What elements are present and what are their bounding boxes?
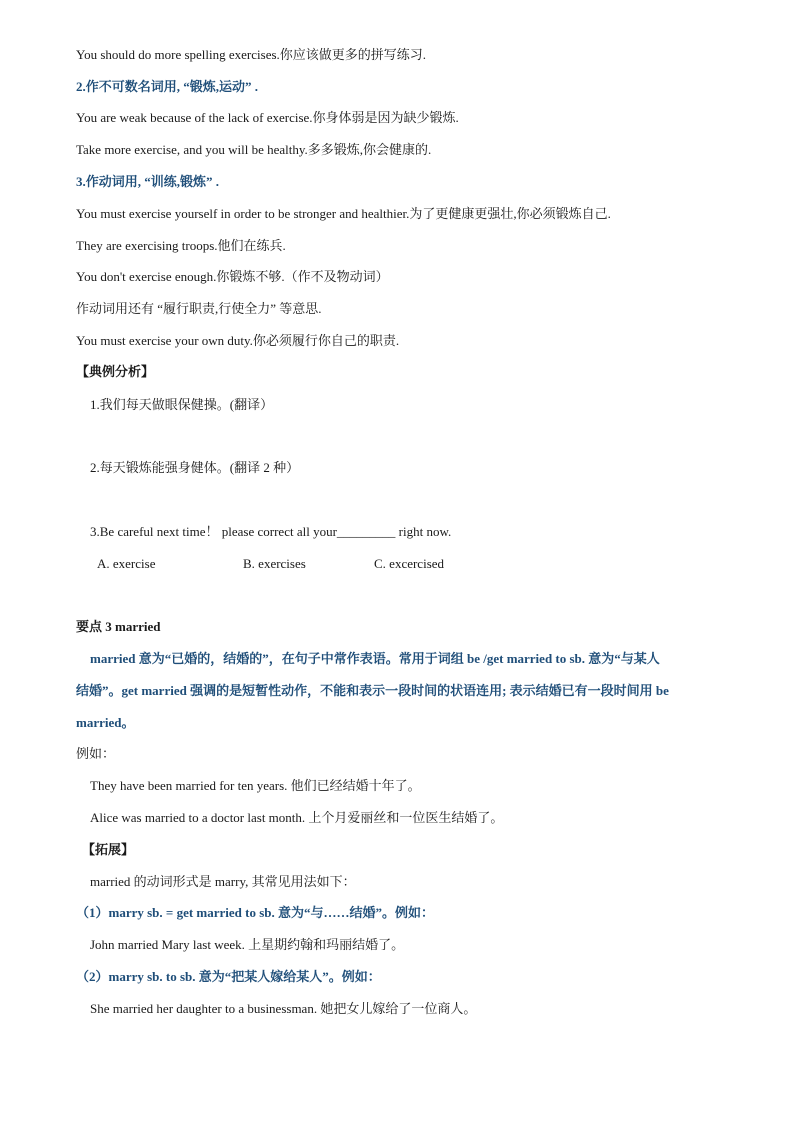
married-explanation-line-1: married 意为“已婚的，结婚的”，在句子中常作表语。常用于词组 be /get married to sb. 意为“与某人 — [90, 651, 660, 666]
option-b: B. exercises — [243, 556, 306, 571]
text-line: You must exercise yourself in order to be stronger and healthier.为了更健康更强壮,你必须锻炼自己. — [76, 206, 611, 221]
text-line: You should do more spelling exercises.你应该做更多的拼写练习. — [76, 47, 427, 62]
text-line: You must exercise your own duty.你必须履行你自己的职责. — [76, 333, 400, 348]
question-2: 2.每天锻炼能强身健体。(翻译 2 种） — [90, 460, 300, 475]
question-3: 3.Be careful next time！ please correct all your_________ right now. — [90, 524, 452, 539]
text-line: You are weak because of the lack of exercise.你身体弱是因为缺少锻炼. — [76, 110, 459, 125]
option-a: A. exercise — [97, 556, 156, 571]
married-explanation-line-2: 结婚”。get married 强调的是短暂性动作，不能和表示一段时间的状语连用; 表示结婚已有一段时间用 be — [76, 683, 669, 698]
usage-2: （2）marry sb. to sb. 意为“把某人嫁给某人”。例如： — [76, 969, 381, 984]
text-line: They are exercising troops.他们在练兵. — [76, 238, 286, 253]
question-1: 1.我们每天做眼保健操。(翻译） — [90, 397, 274, 412]
text-line: You don't exercise enough.你锻炼不够.（作不及物动词） — [76, 269, 389, 284]
example-analysis-heading: 【典例分析】 — [76, 364, 155, 379]
text-line: Take more exercise, and you will be healthy.多多锻炼,你会健康的. — [76, 142, 432, 157]
example-label: 例如： — [76, 746, 116, 761]
example-sentence-2: Alice was married to a doctor last month. 上个月爱丽丝和一位医生结婚了。 — [90, 810, 504, 825]
usage-1: （1）marry sb. = get married to sb. 意为“与……结婚”。例如： — [76, 905, 435, 920]
text-line: 作动词用还有 “履行职责,行使全力” 等意思. — [76, 301, 322, 316]
option-c: C. excercised — [374, 556, 445, 571]
usage-2-example: She married her daughter to a businessman. 她把女儿嫁给了一位商人。 — [90, 1001, 477, 1016]
section-heading-verb: 3.作动词用, “训练,锻炼” . — [76, 174, 220, 189]
point-3-heading: 要点 3 married — [76, 619, 161, 634]
married-explanation-line-3: married。 — [76, 715, 135, 730]
section-heading-uncountable-noun: 2.作不可数名词用, “锻炼,运动” . — [76, 79, 259, 94]
extension-intro: married 的动词形式是 marry, 其常见用法如下： — [90, 874, 356, 889]
usage-1-example: John married Mary last week. 上星期约翰和玛丽结婚了。 — [90, 937, 405, 952]
example-sentence-1: They have been married for ten years. 他们已经结婚十年了。 — [90, 778, 421, 793]
extension-heading: 【拓展】 — [82, 842, 135, 857]
